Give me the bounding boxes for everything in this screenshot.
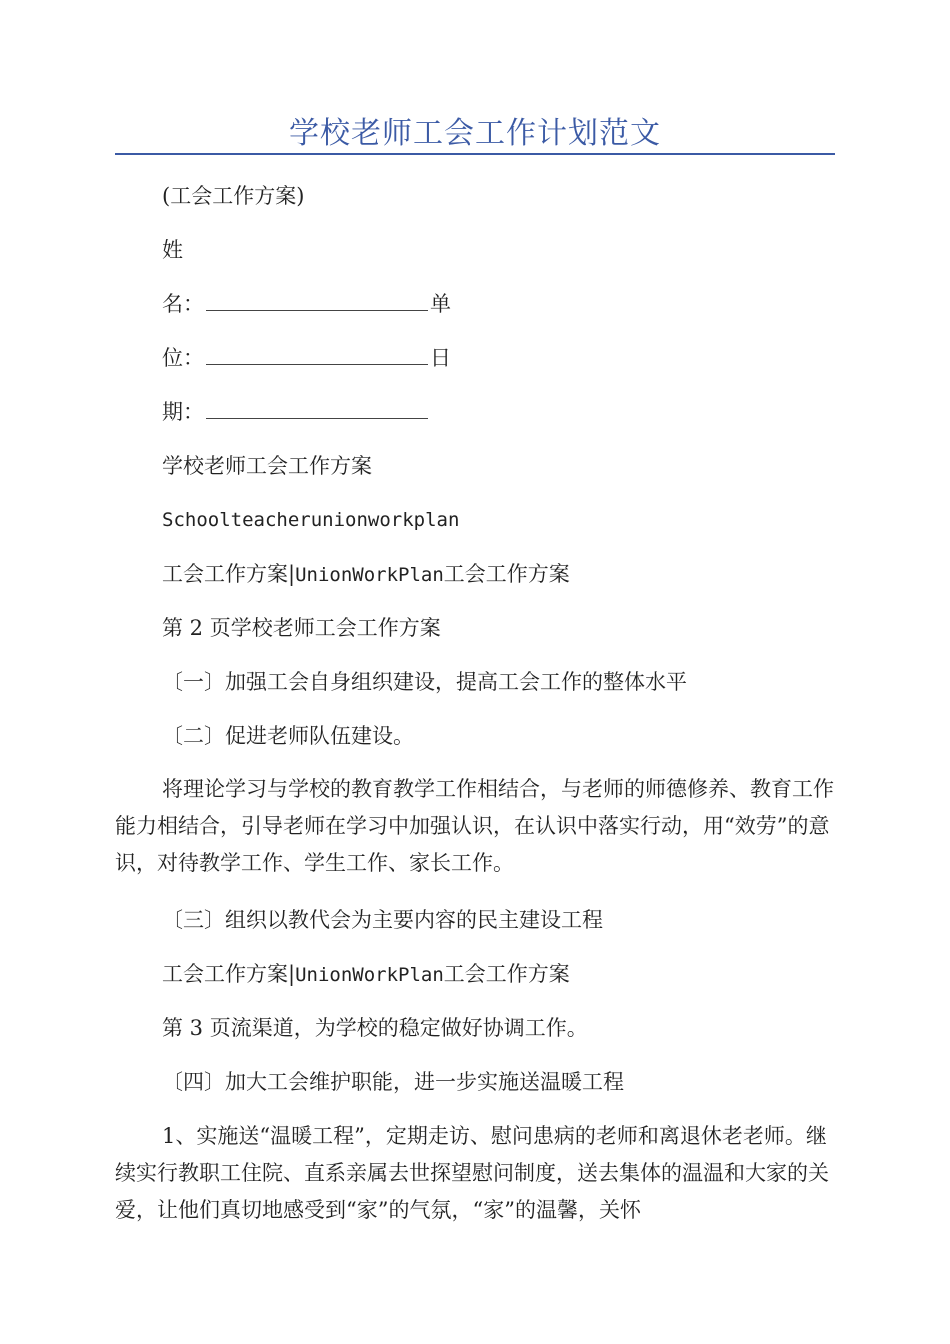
english-title: Schoolteacherunionworkplan — [162, 509, 460, 531]
plan-heading: 学校老师工会工作方案 — [162, 454, 372, 478]
date-label-part1: 日 — [430, 346, 451, 370]
date-field-row — [162, 398, 430, 426]
unit-label: 位： — [162, 346, 204, 370]
page-2-heading: 第 2 页学校老师工会工作方案 — [162, 616, 441, 640]
section-4-heading: 〔四〕加大工会维护职能，进一步实施送温暖工程 — [162, 1070, 624, 1094]
paragraph-theory-study: 将理论学习与学校的教育教学工作相结合，与老师的师德修养、教育工作能力相结合，引导老师在学习中加强认识，在认识中落实行动，用“效劳”的意识，对待教学工作、学生工作、家长工作。 — [115, 777, 834, 875]
unit-blank-field[interactable] — [206, 346, 428, 365]
name-field-row — [162, 290, 451, 318]
header-cn-right: 工会工作方案 — [443, 562, 570, 586]
unit-label-part1: 单 — [430, 292, 451, 316]
page-3-line: 第 3 页流渠道，为学校的稳定做好协调工作。 — [162, 1016, 588, 1040]
header-cn-left: 工会工作方案| — [162, 562, 296, 586]
document-title: 学校老师工会工作计划范文 — [289, 116, 661, 151]
date-blank-field[interactable] — [206, 400, 428, 419]
name-label: 名： — [162, 292, 204, 316]
header-en: UnionWorkPlan — [295, 964, 444, 986]
section-2-heading: 〔二〕促进老师队伍建设。 — [162, 724, 414, 748]
header-line-1 — [162, 560, 570, 589]
name-label-part1: 姓 — [162, 238, 183, 262]
date-label: 期： — [162, 400, 204, 424]
header-line-2 — [162, 960, 570, 989]
header-cn-left: 工会工作方案| — [162, 962, 296, 986]
paragraph-warmth-project: 1、实施送“温暖工程”，定期走访、慰问患病的老师和离退休老老师。继续实行教职工住院、直系亲属去世探望慰问制度，送去集体的温温和大家的关爱，让他们真切地感受到“家”的气氛，“家”的温馨，关怀 — [115, 1124, 829, 1222]
subtitle-line: (工会工作方案) — [162, 184, 305, 208]
name-blank-field[interactable] — [206, 292, 428, 311]
unit-field-row — [162, 344, 451, 372]
header-cn-right: 工会工作方案 — [443, 962, 570, 986]
section-1-heading: 〔一〕加强工会自身组织建设，提高工会工作的整体水平 — [162, 670, 687, 694]
section-3-heading: 〔三〕组织以教代会为主要内容的民主建设工程 — [162, 908, 603, 932]
header-en: UnionWorkPlan — [295, 564, 444, 586]
title-underline — [115, 153, 835, 155]
